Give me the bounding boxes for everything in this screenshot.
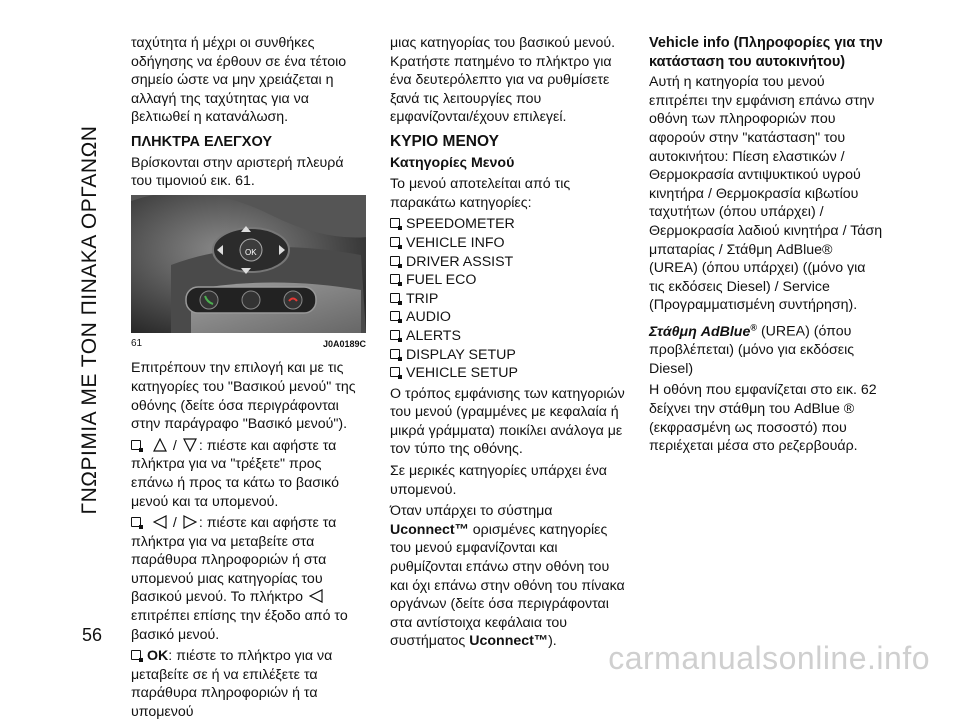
item-leftright-text2: επιτρέπει επίσης την έξοδο από το βασικό μενού. <box>131 608 348 643</box>
bullet-icon <box>390 293 400 303</box>
figure-number: 61 <box>131 337 143 349</box>
col2-menu-intro: Το μενού αποτελείται από τις παρακάτω κατηγορίες: <box>390 176 571 211</box>
side-chapter-title <box>70 30 110 610</box>
col1-item-ok <box>131 647 366 721</box>
watermark: carmanualsonline.info <box>608 640 930 676</box>
col2-intro: μιας κατηγορίας του βασικού μενού. Κρατήστε πατημένο το πλήκτρο για ένα δευτερόλεπτο για να ρυθμίσετε ξανά τις λειτουργίες που εμφανίζονται/έχουν επιλεγεί. <box>390 35 616 126</box>
para3-text-c: ορισμένες κατηγορίες του μενού εμφανίζονται και ρυθμίζονται επάνω στην οθόνη του και όχι επάνω στην οθόνη του πίνακα οργάνων (δείτε όσα περιγράφονται στα αντίστοιχα κεφάλαια του συστήματος <box>390 521 625 650</box>
adblue-text: (UREA) (όπου προβλέπεται) (μόνο για εκδόσεις Diesel) <box>649 323 855 377</box>
figure-code: J0A0189C <box>322 338 366 349</box>
bullet-icon <box>390 311 400 321</box>
list-item <box>390 308 625 327</box>
item-ok-text: : πιέστε το πλήκτρο για να μεταβείτε σε ή να επιλέξετε τα παράθυρα πληροφοριών ή τα υπομενού <box>131 648 333 721</box>
bullet-icon <box>131 517 141 527</box>
bullet-icon <box>390 274 400 284</box>
para3-text-e: ). <box>548 633 557 650</box>
item-updown-sep: / <box>172 437 177 454</box>
col3-para2: Η οθόνη που εμφανίζεται στο εικ. 62 δείχνει την στάθμη του AdBlue ® (εκφρασμένη ως ποσοστό) που περιέχεται μέσα στο ρεζερβουάρ. <box>649 382 877 455</box>
col2-para2: Σε μερικές κατηγορίες υπάρχει ένα υπομενού. <box>390 463 607 498</box>
adblue-title: Στάθμη AdBlue <box>649 323 751 340</box>
col1-item-leftright <box>131 514 366 644</box>
right-triangle-icon <box>183 515 197 529</box>
list-item <box>390 253 625 272</box>
bullet-icon <box>390 256 400 266</box>
col1-item-updown <box>131 437 366 511</box>
col2-para3 <box>390 502 625 651</box>
list-item-label: FUEL ECO <box>406 272 477 289</box>
col2-heading: ΚΥΡΙΟ ΜΕΝΟΥ <box>390 132 499 150</box>
bullet-icon <box>390 349 400 359</box>
up-triangle-icon <box>153 438 167 452</box>
list-item-label: TRIP <box>406 290 439 307</box>
list-item <box>390 215 625 234</box>
list-item <box>390 271 625 290</box>
col2-subheading: Κατηγορίες Μενού <box>390 154 515 171</box>
bullet-icon <box>131 440 141 450</box>
list-item <box>390 234 625 253</box>
figure-ok-label: OK <box>245 247 257 257</box>
col1-menu-text: Επιτρέπουν την επιλογή και με τις κατηγορίες του "Βασικού μενού" της οθόνης (δείτε όσα περιγράφονται στην παράγραφο "Βασικό μενού"). <box>131 360 356 433</box>
list-item-label: SPEEDOMETER <box>406 216 515 233</box>
list-item-label: ALERTS <box>406 327 461 344</box>
col1-heading: ΠΛΗΚΤΡΑ ΕΛΕΓΧΟΥ <box>131 133 272 150</box>
left-triangle-icon <box>309 589 323 603</box>
page-number: 56 <box>82 625 103 645</box>
list-item-label: DISPLAY SETUP <box>406 346 516 363</box>
bullet-icon <box>390 218 400 228</box>
list-item-label: DRIVER ASSIST <box>406 253 514 270</box>
list-item <box>390 327 625 346</box>
item-leftright-text: : πιέστε και αφήστε τα πλήκτρα για να μεταβείτε στα παράθυρα πληροφοριών ή στα υπομενού μιας κατηγορίας του βασικού μενού. Το πλήκτρο <box>131 515 337 606</box>
bullet-icon <box>390 367 400 377</box>
col2-para1: Ο τρόπος εμφάνισης των κατηγοριών του μενού (γραμμένες με κεφαλαία ή μικρά γράμματα) ποικίλει ανάλογα με τον τύπο της οθόνης. <box>390 385 625 458</box>
steering-wheel-figure <box>131 195 366 333</box>
col3-heading: Vehicle info (Πληροφορίες για την κατάσταση του αυτοκινήτου) <box>649 35 883 70</box>
chapter-title-text: ΓΝΩΡΙΜΙΑ ΜΕ ΤΟΝ ΠΙΝΑΚΑ ΟΡΓΑΝΩΝ <box>78 125 101 515</box>
col1-intro: ταχύτητα ή μέχρι οι συνθήκες οδήγησης να έρθουν σε ένα τέτοιο σημείο ώστε να μην χρειάζεται η αλλαγή της ταχύτητας για να βελτιωθεί η κατανάλωση. <box>131 35 347 126</box>
item-updown-text: : πιέστε και αφήστε τα πλήκτρα για να "τρέξετε" προς επάνω ή προς τα κάτω το βασικό μενού και τα υπομενού. <box>131 437 339 510</box>
figure-caption <box>131 335 366 354</box>
list-item-label: AUDIO <box>406 309 451 326</box>
col1-buttons-text: Βρίσκονται στην αριστερή πλευρά του τιμονιού εικ. 61. <box>131 154 344 190</box>
list-item-label: VEHICLE SETUP <box>406 365 518 382</box>
uconnect-label: Uconnect™ <box>469 633 549 650</box>
list-item-label: VEHICLE INFO <box>406 234 505 251</box>
uconnect-label: Uconnect™ <box>390 521 469 538</box>
bullet-icon <box>131 650 141 660</box>
bullet-icon <box>390 237 400 247</box>
para3-text-a: Όταν υπάρχει το σύστημα <box>390 503 553 520</box>
left-triangle-icon <box>153 515 167 529</box>
adblue-reg: ® <box>750 321 758 332</box>
col3-para1: Αυτή η κατηγορία του μενού επιτρέπει την εμφάνιση επάνω στην οθόνη των πληροφοριών που αφορούν στην "κατάσταση" του αυτοκινήτου: Πίεση ελαστικών / Θερμοκρασία αντιψυκτικού υγρού κινητήρα / Θερμοκρασία κιβωτίου ταχυτήτων (όπου υπάρχει) / Θερμοκρασία λαδιού κινητήρα / Τάση μπαταρίας / Στάθμη AdBlue® (UREA) (όπου υπάρχει) ((μόνο για τις εκδόσεις Diesel) / Service (Προγραμματισμένη συντήρηση). <box>649 74 883 314</box>
steering-wheel-photo <box>131 195 366 333</box>
column-3 <box>649 34 884 459</box>
column-2 <box>390 34 625 654</box>
list-item <box>390 364 625 383</box>
list-item <box>390 346 625 365</box>
bullet-icon <box>390 330 400 340</box>
menu-category-list <box>390 215 625 382</box>
list-item <box>390 290 625 309</box>
item-leftright-sep: / <box>172 515 177 532</box>
col3-adblue <box>649 318 884 379</box>
ok-label: OK <box>147 648 169 665</box>
column-1 <box>131 34 366 725</box>
down-triangle-icon <box>183 438 197 452</box>
